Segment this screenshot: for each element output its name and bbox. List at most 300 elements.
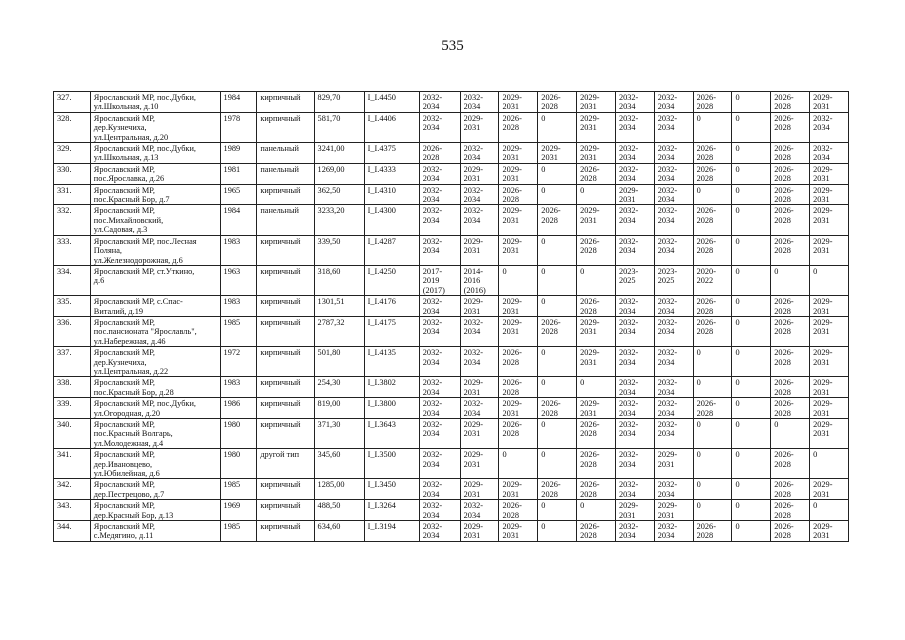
period-cell: 2032- 2034 xyxy=(654,347,693,377)
code-cell: I_I.4375 xyxy=(364,143,419,164)
period-cell: 2029- 2031 xyxy=(810,184,849,205)
table-row xyxy=(54,205,849,235)
table-row xyxy=(54,112,849,142)
table-row xyxy=(54,92,849,113)
code-cell: I_I.4300 xyxy=(364,205,419,235)
row-number: 331. xyxy=(54,184,91,205)
table-body xyxy=(54,92,849,542)
row-number: 330. xyxy=(54,163,91,184)
address-cell: Ярославский МР, с.Медягино, д.11 xyxy=(90,521,220,542)
wall-material-cell: кирпичный xyxy=(257,184,314,205)
period-cell: 0 xyxy=(732,112,771,142)
period-cell: 0 xyxy=(538,419,577,449)
period-cell: 0 xyxy=(538,235,577,265)
table-row xyxy=(54,163,849,184)
period-cell: 2026- 2028 xyxy=(771,205,810,235)
table-row xyxy=(54,184,849,205)
period-cell: 2032- 2034 xyxy=(615,205,654,235)
wall-material-cell: кирпичный xyxy=(257,112,314,142)
wall-material-cell: кирпичный xyxy=(257,92,314,113)
period-cell: 2029- 2031 xyxy=(499,316,538,346)
period-cell: 2029- 2031 xyxy=(499,479,538,500)
period-cell: 2026- 2028 xyxy=(771,143,810,164)
period-cell: 0 xyxy=(538,296,577,317)
code-cell: I_I.4406 xyxy=(364,112,419,142)
address-cell: Ярославский МР, пос.Лесная Поляна, ул.Железнодорожная, д.6 xyxy=(90,235,220,265)
table-row xyxy=(54,449,849,479)
period-cell: 2029- 2031 xyxy=(810,377,849,398)
row-number: 336. xyxy=(54,316,91,346)
period-cell: 2026- 2028 xyxy=(771,92,810,113)
period-cell: 2029- 2031 xyxy=(460,479,499,500)
period-cell: 2026- 2028 xyxy=(771,398,810,419)
address-cell: Ярославский МР, дер.Красный Бор, д.13 xyxy=(90,500,220,521)
table-row xyxy=(54,347,849,377)
wall-material-cell: панельный xyxy=(257,205,314,235)
period-cell: 0 xyxy=(732,92,771,113)
address-cell: Ярославский МР, дер.Кузнечиха, ул.Центральная, д.20 xyxy=(90,112,220,142)
row-number: 334. xyxy=(54,265,91,295)
period-cell: 2026- 2028 xyxy=(499,500,538,521)
period-cell: 2029- 2031 xyxy=(810,163,849,184)
row-number: 329. xyxy=(54,143,91,164)
period-cell: 2029- 2031 xyxy=(577,205,616,235)
build-year-cell: 1963 xyxy=(220,265,257,295)
period-cell: 2032- 2034 xyxy=(654,419,693,449)
build-year-cell: 1969 xyxy=(220,500,257,521)
period-cell: 2029- 2031 xyxy=(460,419,499,449)
build-year-cell: 1983 xyxy=(220,296,257,317)
period-cell: 2029- 2031 xyxy=(499,521,538,542)
row-number: 340. xyxy=(54,419,91,449)
period-cell: 2026- 2028 xyxy=(538,398,577,419)
period-cell: 2029- 2031 xyxy=(810,92,849,113)
period-cell: 2026- 2028 xyxy=(771,112,810,142)
period-cell: 2029- 2031 xyxy=(654,449,693,479)
period-cell: 2026- 2028 xyxy=(693,235,732,265)
address-cell: Ярославский МР, пос.Михайловский, ул.Садовая, д.3 xyxy=(90,205,220,235)
period-cell: 0 xyxy=(577,377,616,398)
code-cell: I_I.3264 xyxy=(364,500,419,521)
period-cell: 0 xyxy=(810,500,849,521)
address-cell: Ярославский МР, пос.Дубки, ул.Огородная, д.20 xyxy=(90,398,220,419)
period-cell: 2032- 2034 xyxy=(419,163,460,184)
period-cell: 2032- 2034 xyxy=(419,377,460,398)
period-cell: 2029- 2031 xyxy=(499,296,538,317)
period-cell: 2032- 2034 xyxy=(419,235,460,265)
wall-material-cell: кирпичный xyxy=(257,296,314,317)
period-cell: 2026- 2028 xyxy=(577,449,616,479)
area-cell: 1301,51 xyxy=(314,296,364,317)
period-cell: 2032- 2034 xyxy=(654,479,693,500)
period-cell: 2026- 2028 xyxy=(693,521,732,542)
period-cell: 0 xyxy=(732,296,771,317)
period-cell: 2032- 2034 xyxy=(615,347,654,377)
period-cell: 2020- 2022 xyxy=(693,265,732,295)
housing-register-table xyxy=(53,91,849,542)
period-cell: 0 xyxy=(577,265,616,295)
address-cell: Ярославский МР, с.Спас- Виталий, д.19 xyxy=(90,296,220,317)
period-cell: 2029- 2031 xyxy=(499,92,538,113)
period-cell: 2029- 2031 xyxy=(577,316,616,346)
wall-material-cell: кирпичный xyxy=(257,265,314,295)
build-year-cell: 1972 xyxy=(220,347,257,377)
period-cell: 2029- 2031 xyxy=(460,163,499,184)
code-cell: I_I.4450 xyxy=(364,92,419,113)
build-year-cell: 1985 xyxy=(220,316,257,346)
period-cell: 2032- 2034 xyxy=(654,521,693,542)
period-cell: 0 xyxy=(577,184,616,205)
period-cell: 0 xyxy=(538,377,577,398)
period-cell: 2023- 2025 xyxy=(615,265,654,295)
period-cell: 2032- 2034 xyxy=(419,112,460,142)
area-cell: 581,70 xyxy=(314,112,364,142)
period-cell: 0 xyxy=(810,449,849,479)
period-cell: 2032- 2034 xyxy=(615,521,654,542)
build-year-cell: 1965 xyxy=(220,184,257,205)
period-cell: 2026- 2028 xyxy=(577,419,616,449)
area-cell: 345,60 xyxy=(314,449,364,479)
period-cell: 2032- 2034 xyxy=(615,316,654,346)
period-cell: 0 xyxy=(732,163,771,184)
area-cell: 829,70 xyxy=(314,92,364,113)
wall-material-cell: другой тип xyxy=(257,449,314,479)
period-cell: 2026- 2028 xyxy=(771,184,810,205)
period-cell: 2032- 2034 xyxy=(654,112,693,142)
period-cell: 2029- 2031 xyxy=(577,92,616,113)
period-cell: 0 xyxy=(693,347,732,377)
period-cell: 0 xyxy=(693,449,732,479)
row-number: 343. xyxy=(54,500,91,521)
period-cell: 2026- 2028 xyxy=(693,163,732,184)
period-cell: 2032- 2034 xyxy=(654,92,693,113)
period-cell: 2026- 2028 xyxy=(771,296,810,317)
period-cell: 2029- 2031 xyxy=(538,143,577,164)
period-cell: 2026- 2028 xyxy=(538,205,577,235)
table-row xyxy=(54,479,849,500)
period-cell: 2026- 2028 xyxy=(771,163,810,184)
wall-material-cell: кирпичный xyxy=(257,419,314,449)
period-cell: 2032- 2034 xyxy=(654,235,693,265)
period-cell: 2026- 2028 xyxy=(577,521,616,542)
table-row xyxy=(54,398,849,419)
address-cell: Ярославский МР, пос.Ярославка, д.26 xyxy=(90,163,220,184)
period-cell: 2032- 2034 xyxy=(615,296,654,317)
row-number: 342. xyxy=(54,479,91,500)
period-cell: 0 xyxy=(499,265,538,295)
row-number: 332. xyxy=(54,205,91,235)
period-cell: 0 xyxy=(771,265,810,295)
period-cell: 2029- 2031 xyxy=(460,112,499,142)
period-cell: 0 xyxy=(538,112,577,142)
period-cell: 2026- 2028 xyxy=(499,112,538,142)
period-cell: 2029- 2031 xyxy=(460,235,499,265)
period-cell: 0 xyxy=(732,449,771,479)
period-cell: 0 xyxy=(538,521,577,542)
period-cell: 2032- 2034 xyxy=(419,419,460,449)
period-cell: 2029- 2031 xyxy=(810,419,849,449)
period-cell: 2029- 2031 xyxy=(577,347,616,377)
build-year-cell: 1980 xyxy=(220,449,257,479)
period-cell: 2032- 2034 xyxy=(654,143,693,164)
wall-material-cell: кирпичный xyxy=(257,521,314,542)
period-cell: 0 xyxy=(693,500,732,521)
period-cell: 2032- 2034 xyxy=(460,184,499,205)
period-cell: 2026- 2028 xyxy=(771,235,810,265)
period-cell: 2029- 2031 xyxy=(615,500,654,521)
build-year-cell: 1981 xyxy=(220,163,257,184)
period-cell: 2029- 2031 xyxy=(810,479,849,500)
period-cell: 2032- 2034 xyxy=(615,143,654,164)
area-cell: 819,00 xyxy=(314,398,364,419)
period-cell: 2026- 2028 xyxy=(577,296,616,317)
address-cell: Ярославский МР, пос.Красный Бор, д.28 xyxy=(90,377,220,398)
period-cell: 2026- 2028 xyxy=(499,419,538,449)
period-cell: 0 xyxy=(577,500,616,521)
period-cell: 0 xyxy=(693,479,732,500)
period-cell: 2014- 2016 (2016) xyxy=(460,265,499,295)
period-cell: 2026- 2028 xyxy=(771,479,810,500)
table-row xyxy=(54,500,849,521)
period-cell: 2029- 2031 xyxy=(810,316,849,346)
period-cell: 0 xyxy=(732,184,771,205)
period-cell: 2026- 2028 xyxy=(693,205,732,235)
period-cell: 0 xyxy=(732,398,771,419)
build-year-cell: 1984 xyxy=(220,205,257,235)
period-cell: 0 xyxy=(732,235,771,265)
row-number: 339. xyxy=(54,398,91,419)
period-cell: 0 xyxy=(732,479,771,500)
period-cell: 2032- 2034 xyxy=(419,205,460,235)
period-cell: 2026- 2028 xyxy=(771,377,810,398)
area-cell: 1285,00 xyxy=(314,479,364,500)
table-row xyxy=(54,521,849,542)
period-cell: 2032- 2034 xyxy=(615,163,654,184)
period-cell: 2029- 2031 xyxy=(499,235,538,265)
period-cell: 2032- 2034 xyxy=(615,398,654,419)
period-cell: 0 xyxy=(732,205,771,235)
wall-material-cell: кирпичный xyxy=(257,479,314,500)
period-cell: 0 xyxy=(538,265,577,295)
table-row xyxy=(54,265,849,295)
period-cell: 2032- 2034 xyxy=(419,449,460,479)
wall-material-cell: кирпичный xyxy=(257,500,314,521)
period-cell: 0 xyxy=(732,377,771,398)
period-cell: 2032- 2034 xyxy=(419,347,460,377)
address-cell: Ярославский МР, дер.Пестрецово, д.7 xyxy=(90,479,220,500)
area-cell: 318,60 xyxy=(314,265,364,295)
build-year-cell: 1983 xyxy=(220,377,257,398)
area-cell: 488,50 xyxy=(314,500,364,521)
period-cell: 0 xyxy=(693,112,732,142)
period-cell: 2026- 2028 xyxy=(538,92,577,113)
area-cell: 2787,32 xyxy=(314,316,364,346)
period-cell: 2029- 2031 xyxy=(460,377,499,398)
period-cell: 2029- 2031 xyxy=(810,205,849,235)
address-cell: Ярославский МР, пос.Красный Волгарь, ул.Молодежная, д.4 xyxy=(90,419,220,449)
code-cell: I_I.4176 xyxy=(364,296,419,317)
period-cell: 2032- 2034 xyxy=(615,235,654,265)
period-cell: 2032- 2034 xyxy=(654,398,693,419)
period-cell: 2026- 2028 xyxy=(693,398,732,419)
period-cell: 2026- 2028 xyxy=(771,316,810,346)
period-cell: 0 xyxy=(732,347,771,377)
period-cell: 0 xyxy=(693,377,732,398)
code-cell: I_I.4250 xyxy=(364,265,419,295)
period-cell: 2026- 2028 xyxy=(693,143,732,164)
period-cell: 2026- 2028 xyxy=(771,521,810,542)
period-cell: 2026- 2028 xyxy=(693,316,732,346)
period-cell: 0 xyxy=(732,419,771,449)
code-cell: I_I.3800 xyxy=(364,398,419,419)
period-cell: 2026- 2028 xyxy=(577,163,616,184)
address-cell: Ярославский МР, дер.Кузнечиха, ул.Центральная, д.22 xyxy=(90,347,220,377)
code-cell: I_I.4333 xyxy=(364,163,419,184)
period-cell: 2032- 2034 xyxy=(419,184,460,205)
period-cell: 2032- 2034 xyxy=(810,143,849,164)
period-cell: 2029- 2031 xyxy=(577,398,616,419)
period-cell: 2023- 2025 xyxy=(654,265,693,295)
period-cell: 2032- 2034 xyxy=(419,521,460,542)
area-cell: 339,50 xyxy=(314,235,364,265)
area-cell: 362,50 xyxy=(314,184,364,205)
code-cell: I_I.4135 xyxy=(364,347,419,377)
period-cell: 2032- 2034 xyxy=(419,500,460,521)
period-cell: 2029- 2031 xyxy=(577,112,616,142)
table-row xyxy=(54,316,849,346)
period-cell: 2029- 2031 xyxy=(499,205,538,235)
row-number: 328. xyxy=(54,112,91,142)
wall-material-cell: кирпичный xyxy=(257,347,314,377)
period-cell: 2026- 2028 xyxy=(693,296,732,317)
row-number: 341. xyxy=(54,449,91,479)
build-year-cell: 1980 xyxy=(220,419,257,449)
area-cell: 3241,00 xyxy=(314,143,364,164)
period-cell: 2026- 2028 xyxy=(499,347,538,377)
area-cell: 501,80 xyxy=(314,347,364,377)
area-cell: 3233,20 xyxy=(314,205,364,235)
period-cell: 2032- 2034 xyxy=(419,479,460,500)
period-cell: 2032- 2034 xyxy=(615,92,654,113)
row-number: 327. xyxy=(54,92,91,113)
period-cell: 2032- 2034 xyxy=(460,92,499,113)
table-row xyxy=(54,419,849,449)
period-cell: 2017- 2019 (2017) xyxy=(419,265,460,295)
area-cell: 254,30 xyxy=(314,377,364,398)
period-cell: 2026- 2028 xyxy=(499,184,538,205)
period-cell: 2032- 2034 xyxy=(460,347,499,377)
period-cell: 2026- 2028 xyxy=(577,235,616,265)
code-cell: I_I.4287 xyxy=(364,235,419,265)
period-cell: 0 xyxy=(538,449,577,479)
period-cell: 2026- 2028 xyxy=(499,377,538,398)
area-cell: 371,30 xyxy=(314,419,364,449)
period-cell: 2029- 2031 xyxy=(460,521,499,542)
period-cell: 2026- 2028 xyxy=(577,479,616,500)
period-cell: 2032- 2034 xyxy=(615,419,654,449)
build-year-cell: 1984 xyxy=(220,92,257,113)
row-number: 338. xyxy=(54,377,91,398)
period-cell: 2032- 2034 xyxy=(460,500,499,521)
build-year-cell: 1986 xyxy=(220,398,257,419)
build-year-cell: 1985 xyxy=(220,521,257,542)
period-cell: 2032- 2034 xyxy=(810,112,849,142)
period-cell: 0 xyxy=(538,184,577,205)
period-cell: 0 xyxy=(693,184,732,205)
period-cell: 2029- 2031 xyxy=(499,143,538,164)
period-cell: 2026- 2028 xyxy=(771,347,810,377)
period-cell: 2032- 2034 xyxy=(419,296,460,317)
address-cell: Ярославский МР, пос.Дубки, ул.Школьная, д.13 xyxy=(90,143,220,164)
period-cell: 2032- 2034 xyxy=(419,316,460,346)
period-cell: 2032- 2034 xyxy=(654,184,693,205)
period-cell: 2032- 2034 xyxy=(460,316,499,346)
code-cell: I_I.3450 xyxy=(364,479,419,500)
period-cell: 2029- 2031 xyxy=(810,521,849,542)
period-cell: 0 xyxy=(732,316,771,346)
period-cell: 2029- 2031 xyxy=(499,163,538,184)
code-cell: I_I.3802 xyxy=(364,377,419,398)
period-cell: 0 xyxy=(538,163,577,184)
period-cell: 2029- 2031 xyxy=(460,296,499,317)
wall-material-cell: кирпичный xyxy=(257,316,314,346)
period-cell: 2026- 2028 xyxy=(419,143,460,164)
period-cell: 0 xyxy=(732,265,771,295)
period-cell: 2032- 2034 xyxy=(460,205,499,235)
row-number: 344. xyxy=(54,521,91,542)
period-cell: 2029- 2031 xyxy=(810,235,849,265)
code-cell: I_I.3643 xyxy=(364,419,419,449)
period-cell: 0 xyxy=(732,500,771,521)
page-number: 535 xyxy=(441,38,464,54)
period-cell: 0 xyxy=(693,419,732,449)
area-cell: 634,60 xyxy=(314,521,364,542)
address-cell: Ярославский МР, пос.Красный Бор, д.7 xyxy=(90,184,220,205)
period-cell: 2032- 2034 xyxy=(654,163,693,184)
period-cell: 0 xyxy=(771,419,810,449)
table-row xyxy=(54,296,849,317)
period-cell: 2029- 2031 xyxy=(577,143,616,164)
row-number: 335. xyxy=(54,296,91,317)
period-cell: 2029- 2031 xyxy=(460,449,499,479)
wall-material-cell: кирпичный xyxy=(257,398,314,419)
period-cell: 2032- 2034 xyxy=(615,449,654,479)
period-cell: 2032- 2034 xyxy=(419,92,460,113)
wall-material-cell: панельный xyxy=(257,163,314,184)
period-cell: 2029- 2031 xyxy=(499,398,538,419)
period-cell: 2032- 2034 xyxy=(654,296,693,317)
period-cell: 2032- 2034 xyxy=(419,398,460,419)
period-cell: 0 xyxy=(732,521,771,542)
address-cell: Ярославский МР, дер.Ивановцево, ул.Юбилейная, д.6 xyxy=(90,449,220,479)
period-cell: 2032- 2034 xyxy=(654,377,693,398)
period-cell: 0 xyxy=(538,500,577,521)
table-row xyxy=(54,377,849,398)
row-number: 333. xyxy=(54,235,91,265)
wall-material-cell: кирпичный xyxy=(257,235,314,265)
code-cell: I_I.3500 xyxy=(364,449,419,479)
build-year-cell: 1978 xyxy=(220,112,257,142)
period-cell: 2032- 2034 xyxy=(460,143,499,164)
period-cell: 2026- 2028 xyxy=(771,449,810,479)
code-cell: I_I.4175 xyxy=(364,316,419,346)
period-cell: 2026- 2028 xyxy=(771,500,810,521)
code-cell: I_I.4310 xyxy=(364,184,419,205)
period-cell: 2026- 2028 xyxy=(538,479,577,500)
period-cell: 2029- 2031 xyxy=(810,398,849,419)
period-cell: 0 xyxy=(499,449,538,479)
build-year-cell: 1989 xyxy=(220,143,257,164)
